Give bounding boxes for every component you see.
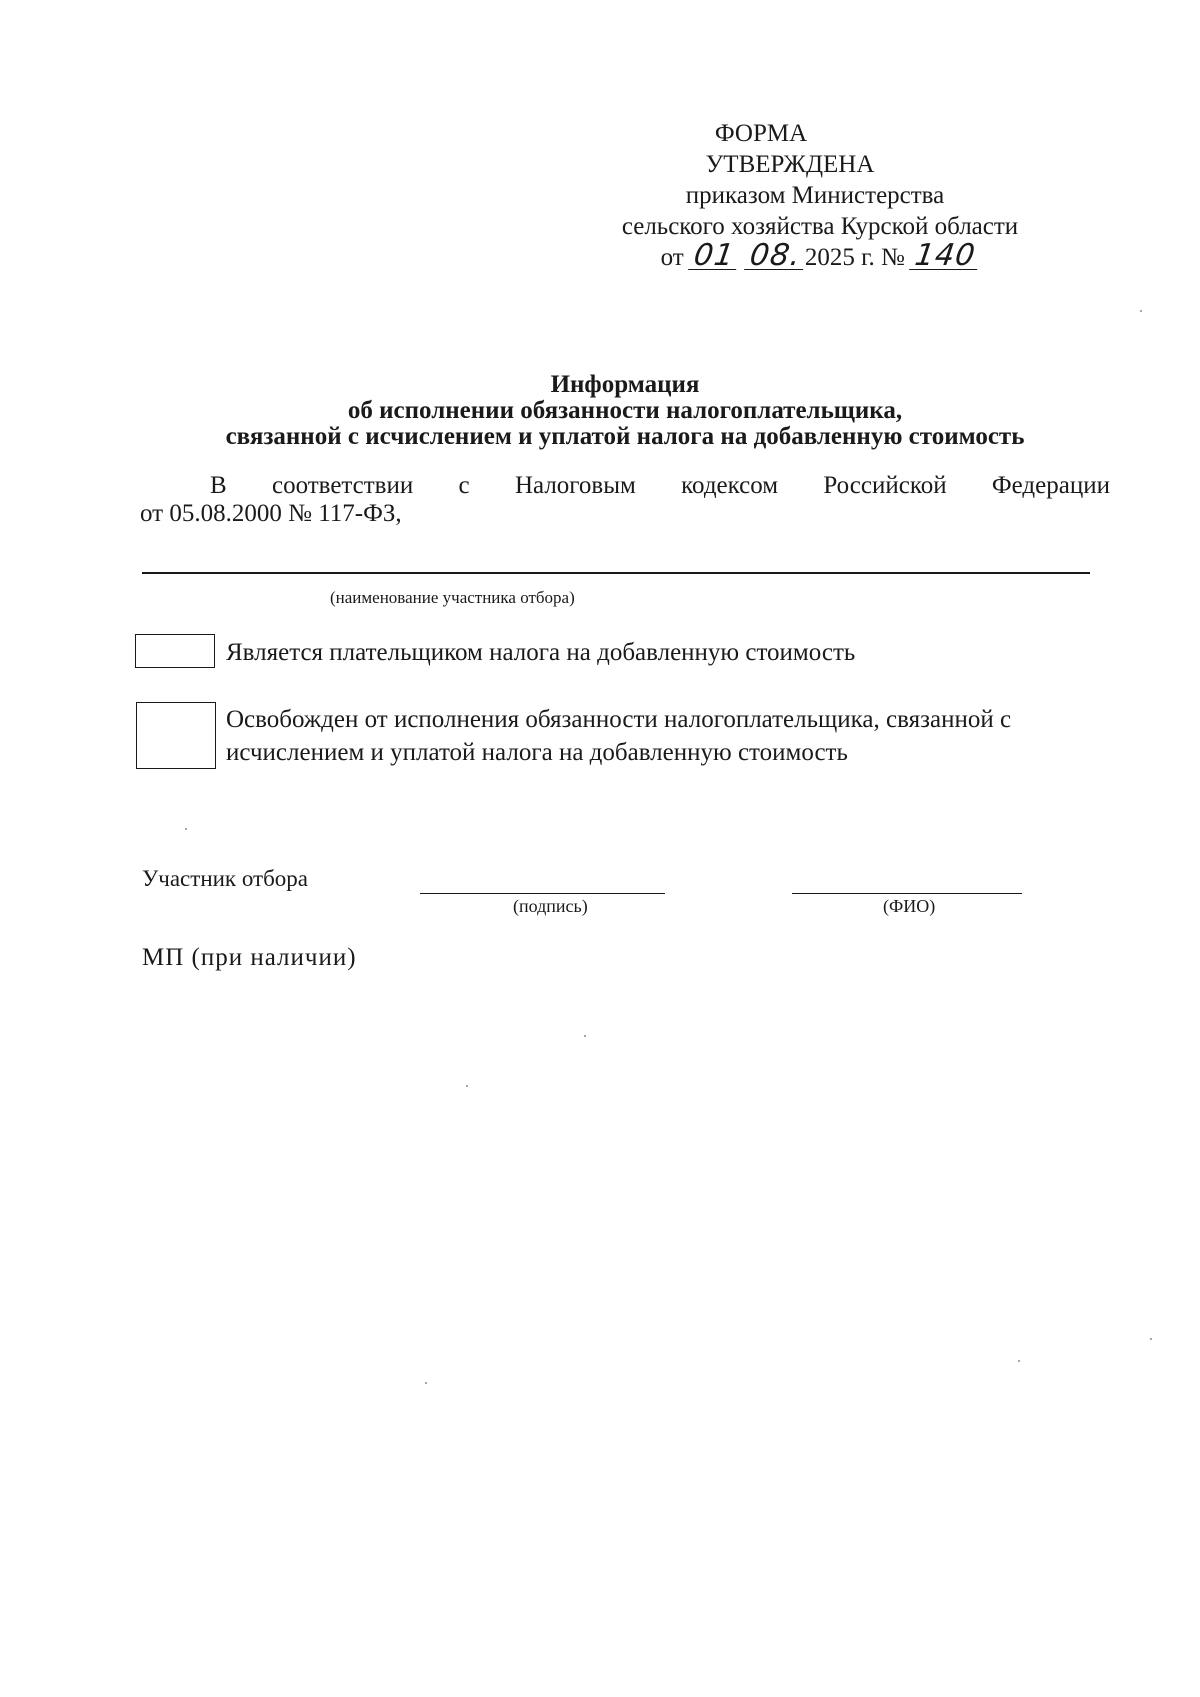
full-name-caption: (ФИО) bbox=[883, 896, 936, 916]
approval-date-prefix: от bbox=[660, 244, 684, 271]
approval-order-number: 140 bbox=[909, 243, 981, 270]
intro-word: кодексом bbox=[681, 472, 779, 499]
intro-line-2: от 05.08.2000 № 117-ФЗ, bbox=[140, 500, 402, 527]
intro-word: Федерации bbox=[991, 472, 1110, 499]
intro-word: Налоговым bbox=[514, 472, 636, 499]
approval-date-year: 2025 г. № bbox=[804, 244, 905, 271]
scan-speck bbox=[584, 1035, 586, 1037]
approval-ministry-label: сельского хозяйства Курской области bbox=[621, 213, 1019, 240]
vat-exempt-checkbox[interactable] bbox=[136, 702, 216, 769]
document-title bbox=[100, 372, 1150, 450]
signature-caption: (подпись) bbox=[513, 896, 588, 916]
approval-form-label: ФОРМА bbox=[714, 120, 808, 147]
scan-speck bbox=[1140, 310, 1142, 312]
approval-order-label: приказом Министерства bbox=[685, 182, 945, 209]
participant-label: Участник отбора bbox=[142, 866, 309, 891]
intro-word: с bbox=[458, 472, 470, 499]
scan-speck bbox=[466, 1085, 468, 1087]
participant-name-caption: (наименование участника отбора) bbox=[330, 588, 575, 607]
stamp-label: МП (при наличии) bbox=[142, 944, 357, 971]
approval-date-month: 08. bbox=[744, 243, 807, 270]
approval-block bbox=[560, 118, 1080, 273]
intro-paragraph bbox=[140, 472, 1110, 528]
scan-speck bbox=[425, 1382, 427, 1384]
vat-payer-label: Является плательщиком налога на добавленную стоимость bbox=[226, 639, 856, 666]
intro-word: В bbox=[210, 472, 227, 499]
signature-field[interactable] bbox=[420, 893, 665, 894]
title-line-3: связанной с исчислением и уплатой налога на добавленную стоимость bbox=[225, 423, 1025, 450]
intro-line-1 bbox=[140, 472, 1110, 500]
intro-word: соответствии bbox=[271, 472, 414, 499]
scan-speck bbox=[185, 828, 187, 830]
approval-approved-label: УТВЕРЖДЕНА bbox=[705, 151, 875, 178]
intro-word: Российской bbox=[823, 472, 947, 499]
approval-date-day: 01 bbox=[688, 243, 740, 270]
participant-name-field[interactable] bbox=[142, 572, 1090, 574]
approval-date-line bbox=[560, 238, 1080, 273]
vat-exempt-label: Освобожден от исполнения обязанности налогоплательщика, связанной с исчислением и уплатой налога на добавленную стоимость bbox=[226, 706, 1012, 766]
full-name-field[interactable] bbox=[792, 893, 1022, 894]
title-line-2: об исполнении обязанности налогоплательщика, bbox=[347, 397, 903, 424]
scan-speck bbox=[1150, 1338, 1152, 1340]
title-line-1: Информация bbox=[550, 371, 700, 398]
vat-payer-checkbox[interactable] bbox=[135, 634, 215, 668]
scan-speck bbox=[1018, 1360, 1020, 1362]
